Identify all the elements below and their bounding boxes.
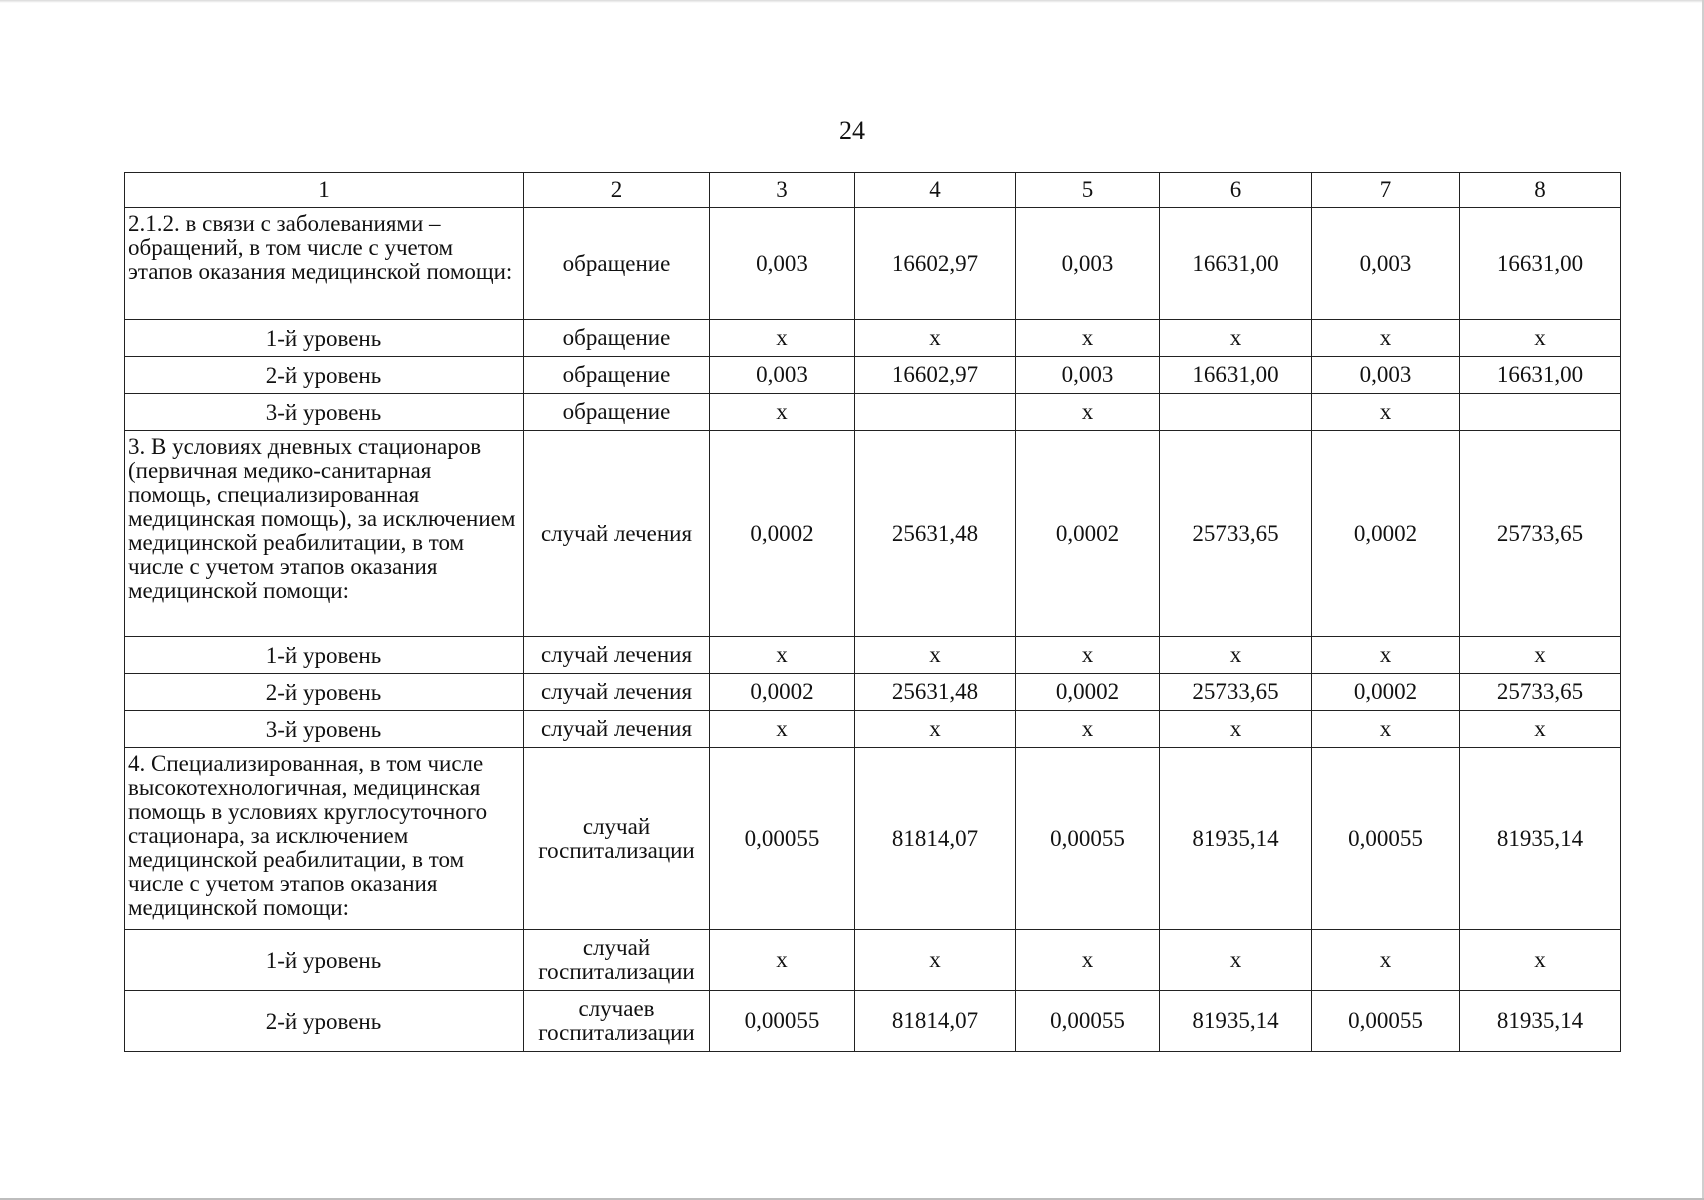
table-row [125,991,1621,1052]
table-row [125,930,1621,991]
value-cell: 0,003 [710,357,855,394]
value-cell: 0,0002 [710,674,855,711]
value-cell [855,394,1016,431]
row-label: 1-й уровень [125,930,524,991]
row-unit: случай лечения [524,431,710,637]
header-cell: 6 [1160,173,1312,208]
row-unit: случай лечения [524,711,710,748]
value-cell: 16602,97 [855,357,1016,394]
value-cell: 16631,00 [1460,357,1621,394]
value-cell: х [1160,320,1312,357]
value-cell: х [1160,637,1312,674]
value-cell: х [1312,930,1460,991]
value-cell: х [855,930,1016,991]
row-unit: случай лечения [524,637,710,674]
header-cell: 8 [1460,173,1621,208]
header-cell: 5 [1016,173,1160,208]
value-cell: х [1312,711,1460,748]
value-cell: х [1312,394,1460,431]
value-cell: 81814,07 [855,991,1016,1052]
value-cell: х [1160,930,1312,991]
table-row [125,208,1621,320]
header-cell: 3 [710,173,855,208]
value-cell: 0,003 [1016,208,1160,320]
table-row [125,637,1621,674]
value-cell [1460,394,1621,431]
row-label: 2-й уровень [125,357,524,394]
value-cell: х [1016,711,1160,748]
value-cell: 25733,65 [1160,674,1312,711]
value-cell: 0,00055 [1312,748,1460,930]
row-label: 2.1.2. в связи с заболеваниями – обращений, в том числе с учетом этапов оказания медицинской помощи: [125,208,524,320]
data-table [124,172,1621,1052]
value-cell: 0,003 [1016,357,1160,394]
value-cell [1160,394,1312,431]
row-unit: обращение [524,208,710,320]
value-cell: 0,0002 [1016,431,1160,637]
scan-edge-top [0,0,1704,3]
row-unit: случай лечения [524,674,710,711]
row-label: 4. Специализированная, в том числе высокотехнологичная, медицинская помощь в условиях круглосуточного стационара, за исключением медицинской реабилитации, в том числе с учетом этапов оказания медицинской помощи: [125,748,524,930]
value-cell: 81935,14 [1160,991,1312,1052]
value-cell: 0,0002 [710,431,855,637]
table-row [125,431,1621,637]
value-cell: х [1016,930,1160,991]
value-cell: 16631,00 [1460,208,1621,320]
value-cell: х [1312,320,1460,357]
value-cell: х [1460,711,1621,748]
value-cell: 0,00055 [1016,748,1160,930]
value-cell: 81935,14 [1460,991,1621,1052]
value-cell: х [1460,930,1621,991]
header-cell: 2 [524,173,710,208]
row-unit: случай госпитализации [524,748,710,930]
value-cell: х [710,711,855,748]
value-cell: 0,0002 [1312,431,1460,637]
value-cell: 81935,14 [1460,748,1621,930]
value-cell: х [1460,637,1621,674]
row-unit: обращение [524,394,710,431]
table-row [125,711,1621,748]
row-label: 3-й уровень [125,394,524,431]
row-unit: случай госпитализации [524,930,710,991]
value-cell: 16602,97 [855,208,1016,320]
value-cell: 25631,48 [855,431,1016,637]
value-cell: х [710,394,855,431]
value-cell: х [1016,394,1160,431]
row-label: 1-й уровень [125,637,524,674]
row-unit: обращение [524,357,710,394]
table-row [125,674,1621,711]
table-row [125,748,1621,930]
row-label: 2-й уровень [125,674,524,711]
page-number: 24 [839,116,865,145]
value-cell: 16631,00 [1160,208,1312,320]
value-cell: х [1160,711,1312,748]
value-cell: х [855,637,1016,674]
value-cell: 25733,65 [1460,674,1621,711]
value-cell: х [1016,320,1160,357]
row-label: 1-й уровень [125,320,524,357]
header-cell: 1 [125,173,524,208]
value-cell: х [1016,637,1160,674]
row-label: 3-й уровень [125,711,524,748]
value-cell: 81814,07 [855,748,1016,930]
value-cell: 16631,00 [1160,357,1312,394]
value-cell: х [855,711,1016,748]
value-cell: 0,0002 [1312,674,1460,711]
row-label: 3. В условиях дневных стационаров (первичная медико-санитарная помощь, специализированная медицинская помощь), за исключением медицинской реабилитации, в том числе с учетом этапов оказания медицинской помощи: [125,431,524,637]
value-cell: 0,00055 [710,748,855,930]
header-row [125,173,1621,208]
value-cell: 0,00055 [1312,991,1460,1052]
row-unit: случаев госпитализации [524,991,710,1052]
header-cell: 4 [855,173,1016,208]
value-cell: 0,003 [1312,357,1460,394]
value-cell: х [710,320,855,357]
value-cell: 0,003 [710,208,855,320]
row-label: 2-й уровень [125,991,524,1052]
table-row [125,394,1621,431]
value-cell: х [710,637,855,674]
value-cell: 25733,65 [1160,431,1312,637]
value-cell: х [855,320,1016,357]
value-cell: 0,0002 [1016,674,1160,711]
header-cell: 7 [1312,173,1460,208]
value-cell: х [1312,637,1460,674]
value-cell: 0,00055 [1016,991,1160,1052]
value-cell: х [710,930,855,991]
value-cell: 25631,48 [855,674,1016,711]
value-cell: 81935,14 [1160,748,1312,930]
row-unit: обращение [524,320,710,357]
value-cell: х [1460,320,1621,357]
value-cell: 25733,65 [1460,431,1621,637]
table-row [125,357,1621,394]
value-cell: 0,003 [1312,208,1460,320]
value-cell: 0,00055 [710,991,855,1052]
table-row [125,320,1621,357]
